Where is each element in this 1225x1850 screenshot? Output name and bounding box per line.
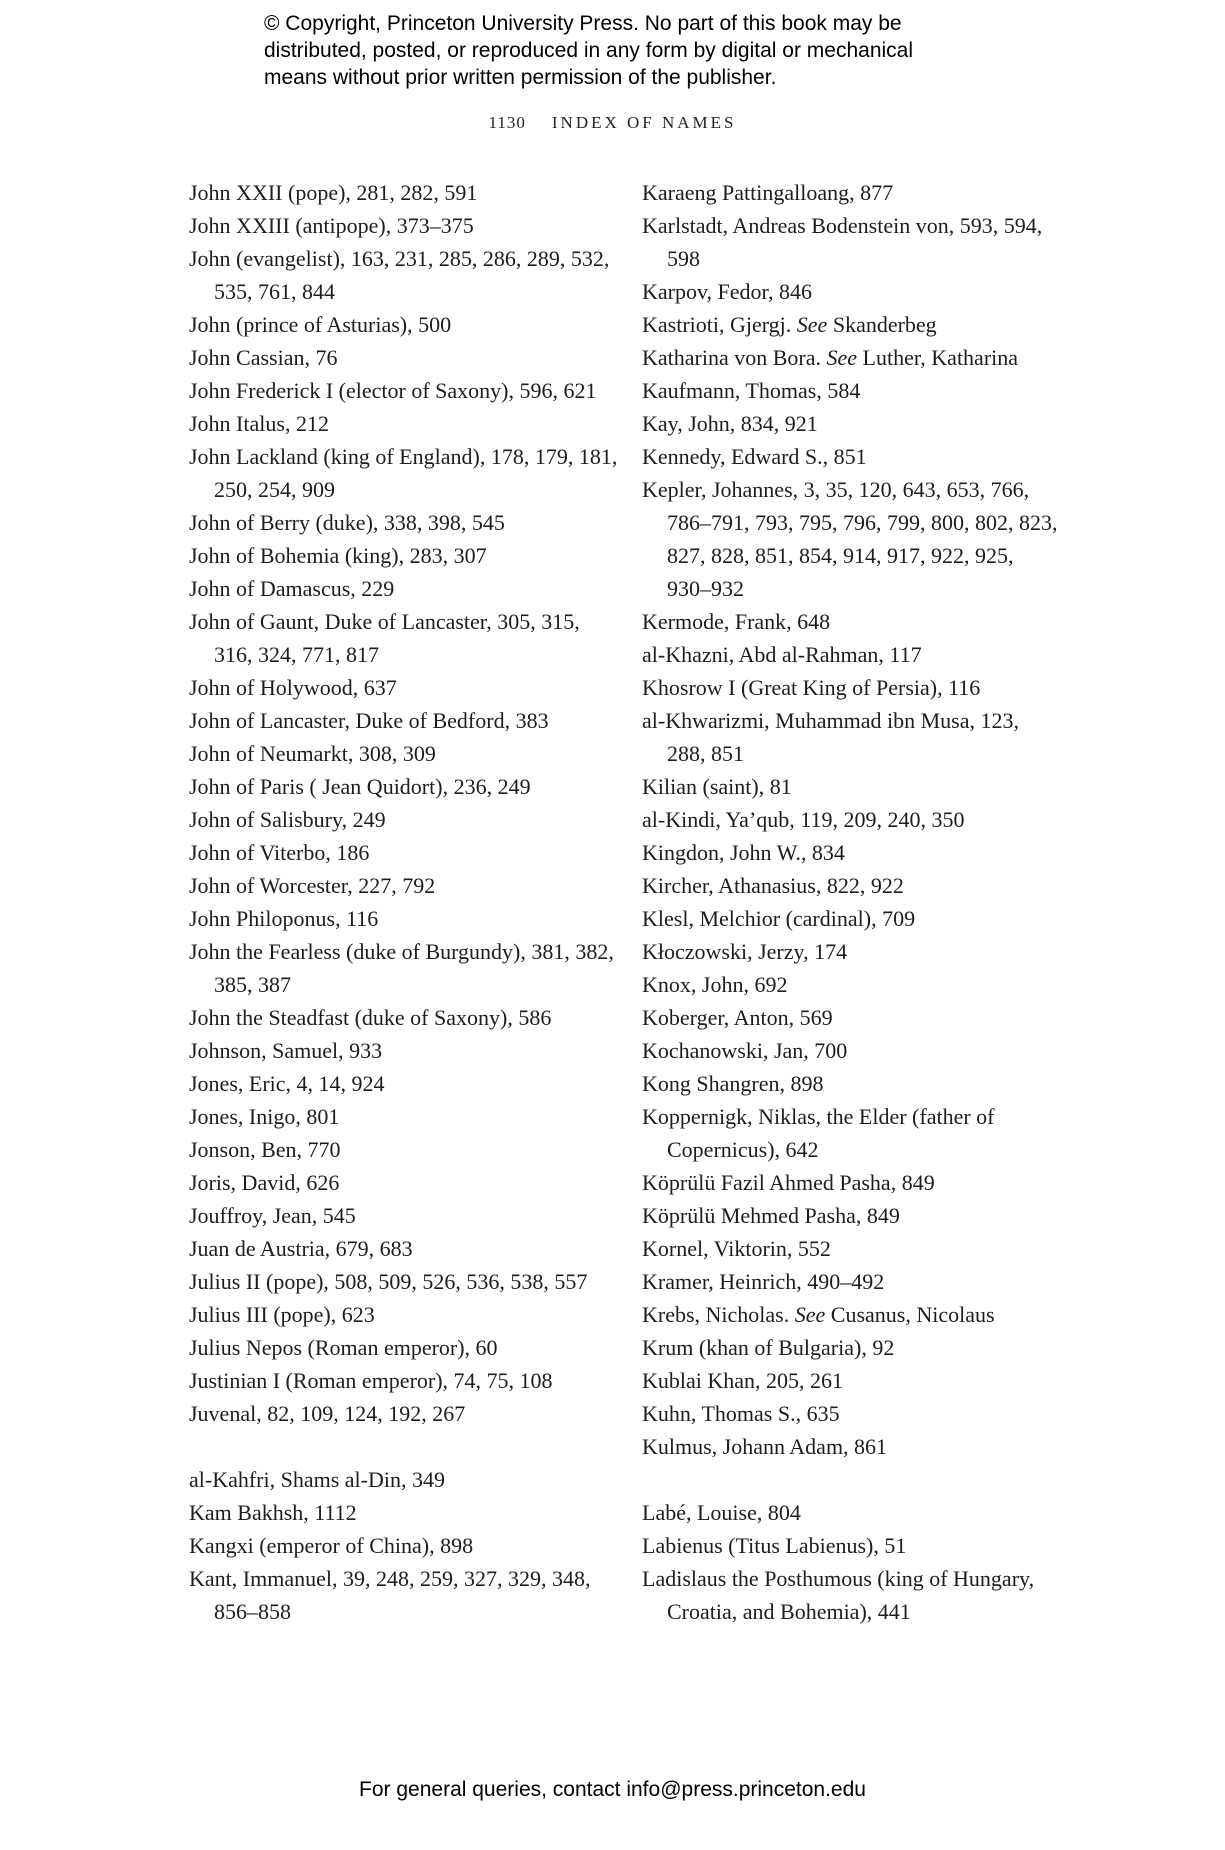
index-entry: Krum (khan of Bulgaria), 92 [642, 1335, 895, 1360]
index-entry: Karpov, Fedor, 846 [642, 279, 812, 304]
index-column-left [189, 176, 619, 1628]
index-entry: Kłoczowski, Jerzy, 174 [642, 939, 848, 964]
index-entry: John of Salisbury, 249 [189, 807, 386, 832]
index-entry: Kaufmann, Thomas, 584 [642, 378, 861, 403]
copyright-notice [264, 10, 1024, 91]
entry-text: Katharina von Bora. [642, 345, 827, 370]
index-entry: Kam Bakhsh, 1112 [189, 1500, 357, 1525]
index-entry: John of Viterbo, 186 [189, 840, 370, 865]
index-entry: John of Holywood, 637 [189, 675, 397, 700]
index-entry: Koberger, Anton, 569 [642, 1005, 833, 1030]
cross-reference-target: Cusanus, Nicolaus [825, 1302, 995, 1327]
index-entry [642, 341, 1062, 374]
section-gap [189, 1430, 619, 1463]
index-entry: John XXIII (antipope), 373–375 [189, 213, 474, 238]
index-entry: Knox, John, 692 [642, 972, 788, 997]
index-entry: al-Khwarizmi, Muhammad ibn Musa, 123, 288, 851 [642, 708, 1019, 766]
cross-reference-target: Luther, Katharina [857, 345, 1019, 370]
index-entry: John XXII (pope), 281, 282, 591 [189, 180, 478, 205]
index-entry: John of Paris ( Jean Quidort), 236, 249 [189, 774, 531, 799]
index-entry: Kangxi (emperor of China), 898 [189, 1533, 474, 1558]
index-entry: Jones, Inigo, 801 [189, 1104, 340, 1129]
section-gap [642, 1463, 1062, 1496]
index-entry: Juan de Austria, 679, 683 [189, 1236, 413, 1261]
index-entry: Kay, John, 834, 921 [642, 411, 818, 436]
copyright-line-2: distributed, posted, or reproduced in any form by digital or mechanical [264, 39, 914, 62]
index-entry: John Lackland (king of England), 178, 179, 181, 250, 254, 909 [189, 444, 618, 502]
running-head [0, 113, 1225, 133]
index-entry: Kepler, Johannes, 3, 35, 120, 643, 653, 766, 786–791, 793, 795, 796, 799, 800, 802, 823, 827, 828, 851, 854, 914, 917, 922, 925, 930–932 [642, 477, 1058, 601]
index-entry: John of Worcester, 227, 792 [189, 873, 436, 898]
page-number: 1130 [488, 113, 526, 132]
index-entry: Kochanowski, Jan, 700 [642, 1038, 848, 1063]
cross-reference-target: Skanderbeg [827, 312, 937, 337]
index-entry: Khosrow I (Great King of Persia), 116 [642, 675, 981, 700]
index-entry: Julius III (pope), 623 [189, 1302, 375, 1327]
index-entry: Koppernigk, Niklas, the Elder (father of Copernicus), 642 [642, 1104, 995, 1162]
page-title: INDEX OF NAMES [551, 113, 737, 132]
index-entry: Kublai Khan, 205, 261 [642, 1368, 844, 1393]
index-entry: Justinian I (Roman emperor), 74, 75, 108 [189, 1368, 553, 1393]
index-entry [642, 308, 1062, 341]
index-entry: John of Neumarkt, 308, 309 [189, 741, 436, 766]
index-entry: Jones, Eric, 4, 14, 924 [189, 1071, 385, 1096]
index-entry: John of Gaunt, Duke of Lancaster, 305, 315, 316, 324, 771, 817 [189, 609, 580, 667]
index-entry [642, 1298, 1062, 1331]
index-entry: Klesl, Melchior (cardinal), 709 [642, 906, 916, 931]
index-entry: Juvenal, 82, 109, 124, 192, 267 [189, 1401, 466, 1426]
see-reference: See [794, 1302, 826, 1327]
index-entry: John of Bohemia (king), 283, 307 [189, 543, 487, 568]
index-entry: John of Damascus, 229 [189, 576, 395, 601]
index-entry: al-Khazni, Abd al-Rahman, 117 [642, 642, 922, 667]
see-reference: See [796, 312, 828, 337]
index-entry: Köprülü Mehmed Pasha, 849 [642, 1203, 900, 1228]
index-entry: al-Kahfri, Shams al-Din, 349 [189, 1467, 445, 1492]
see-reference: See [826, 345, 858, 370]
index-column-right [642, 176, 1062, 1628]
index-entry: Kingdon, John W., 834 [642, 840, 845, 865]
index-entry: Joris, David, 626 [189, 1170, 340, 1195]
index-entry: Labé, Louise, 804 [642, 1500, 801, 1525]
index-entry: John the Steadfast (duke of Saxony), 586 [189, 1005, 552, 1030]
entry-text: Krebs, Nicholas. [642, 1302, 795, 1327]
index-entry: Kornel, Viktorin, 552 [642, 1236, 831, 1261]
index-entry: Kuhn, Thomas S., 635 [642, 1401, 840, 1426]
index-entry: al-Kindi, Ya’qub, 119, 209, 240, 350 [642, 807, 965, 832]
index-entry: John Italus, 212 [189, 411, 329, 436]
index-entry: John of Lancaster, Duke of Bedford, 383 [189, 708, 549, 733]
index-entry: Kilian (saint), 81 [642, 774, 792, 799]
index-entry: Karaeng Pattingalloang, 877 [642, 180, 894, 205]
index-entry: Kennedy, Edward S., 851 [642, 444, 867, 469]
index-entry: Kircher, Athanasius, 822, 922 [642, 873, 904, 898]
index-entry: Julius Nepos (Roman emperor), 60 [189, 1335, 498, 1360]
index-entry: John (evangelist), 163, 231, 285, 286, 289, 532, 535, 761, 844 [189, 246, 610, 304]
index-entry: John Philoponus, 116 [189, 906, 379, 931]
index-entry: Kermode, Frank, 648 [642, 609, 831, 634]
index-entry: Labienus (Titus Labienus), 51 [642, 1533, 907, 1558]
index-entry: Julius II (pope), 508, 509, 526, 536, 538, 557 [189, 1269, 588, 1294]
index-entry: Karlstadt, Andreas Bodenstein von, 593, 594, 598 [642, 213, 1043, 271]
index-entry: John Frederick I (elector of Saxony), 596, 621 [189, 378, 597, 403]
index-entry: Kong Shangren, 898 [642, 1071, 824, 1096]
index-entry: John (prince of Asturias), 500 [189, 312, 452, 337]
copyright-line-3: means without prior written permission of the publisher. [264, 66, 777, 89]
index-entry: Kulmus, Johann Adam, 861 [642, 1434, 888, 1459]
index-entry: John the Fearless (duke of Burgundy), 381, 382, 385, 387 [189, 939, 614, 997]
index-entry: Johnson, Samuel, 933 [189, 1038, 383, 1063]
index-entry: Kramer, Heinrich, 490–492 [642, 1269, 885, 1294]
index-entry: Ladislaus the Posthumous (king of Hungary, Croatia, and Bohemia), 441 [642, 1566, 1035, 1624]
entry-text: Kastrioti, Gjergj. [642, 312, 797, 337]
index-entry: Kant, Immanuel, 39, 248, 259, 327, 329, 348, 856–858 [189, 1566, 591, 1624]
footer-contact: For general queries, contact info@press.princeton.edu [359, 1778, 866, 1801]
index-entry: Köprülü Fazil Ahmed Pasha, 849 [642, 1170, 935, 1195]
index-entry: Jouffroy, Jean, 545 [189, 1203, 356, 1228]
index-entry: John Cassian, 76 [189, 345, 338, 370]
index-entry: John of Berry (duke), 338, 398, 545 [189, 510, 505, 535]
copyright-line-1: © Copyright, Princeton University Press. No part of this book may be [264, 12, 902, 35]
index-entry: Jonson, Ben, 770 [189, 1137, 341, 1162]
